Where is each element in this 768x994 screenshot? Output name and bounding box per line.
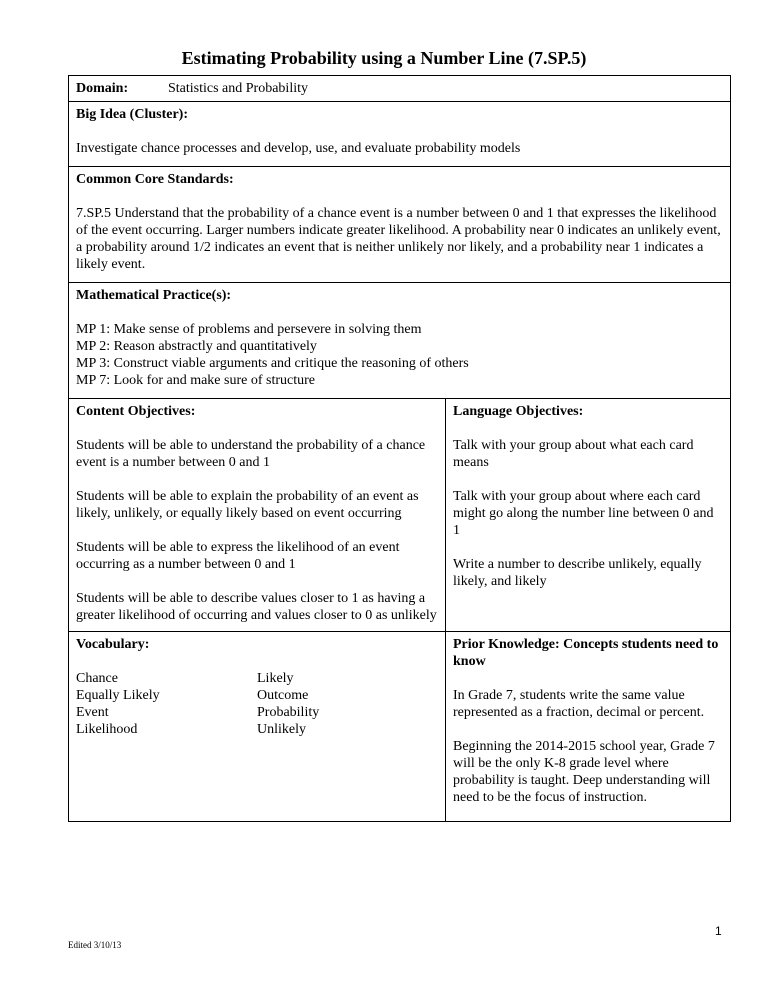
content-objective-item: Students will be able to understand the probability of a chance event is a number between 0 and 1 [76, 438, 426, 470]
practice-item: MP 3: Construct viable arguments and critique the reasoning of others [76, 356, 469, 371]
vocabulary-heading: Vocabulary: [76, 637, 150, 652]
content-objective-item: Students will be able to explain the probability of an event as likely, unlikely, or equally likely based on event occurring [76, 489, 419, 521]
vocabulary-column-2 [257, 670, 438, 738]
page-number: 1 [715, 924, 722, 938]
vocabulary-term: Likelihood [76, 722, 138, 737]
big-idea-row [69, 102, 731, 167]
big-idea-text: Investigate chance processes and develop, use, and evaluate probability models [76, 141, 521, 156]
domain-row [69, 76, 731, 102]
domain-value: Statistics and Probability [168, 81, 308, 96]
practices-heading: Mathematical Practice(s): [76, 288, 232, 303]
language-objectives-heading: Language Objectives: [453, 404, 584, 419]
vocabulary-term: Event [76, 705, 109, 720]
vocabulary-term: Likely [257, 671, 294, 686]
vocabulary-row [69, 632, 731, 822]
practices-list [76, 321, 723, 389]
content-objective-item: Students will be able to describe values closer to 1 as having a greater likelihood of occurring and values closer to 0 as unlikely [76, 591, 437, 623]
language-objective-item: Write a number to describe unlikely, equally likely, and likely [453, 557, 702, 589]
domain-label: Domain: [76, 81, 129, 96]
practice-item: MP 1: Make sense of problems and persevere in solving them [76, 322, 422, 337]
vocabulary-term: Probability [257, 705, 320, 720]
objectives-row [69, 399, 731, 632]
edited-date: Edited 3/10/13 [68, 940, 122, 950]
content-objectives-heading: Content Objectives: [76, 404, 196, 419]
prior-knowledge-item: In Grade 7, students write the same value represented as a fraction, decimal or percent. [453, 688, 705, 720]
vocabulary-term: Chance [76, 671, 118, 686]
practice-item: MP 7: Look for and make sure of structure [76, 373, 315, 388]
prior-knowledge-item: Beginning the 2014-2015 school year, Grade 7 will be the only K-8 grade level where probability is taught. Deep understanding will need to be the focus of instruction. [453, 739, 715, 805]
practices-row [69, 283, 731, 399]
content-objective-item: Students will be able to express the likelihood of an event occurring as a number between 0 and 1 [76, 540, 400, 572]
lesson-plan-table [68, 75, 731, 822]
standards-heading: Common Core Standards: [76, 172, 234, 187]
vocabulary-term: Unlikely [257, 722, 306, 737]
page-title: Estimating Probability using a Number Line (7.SP.5) [181, 48, 587, 68]
vocabulary-column-1 [76, 670, 257, 738]
vocabulary-term: Outcome [257, 688, 309, 703]
vocabulary-term: Equally Likely [76, 688, 160, 703]
vocabulary-list [76, 670, 438, 738]
language-objective-item: Talk with your group about where each card might go along the number line between 0 and 1 [453, 489, 714, 538]
prior-knowledge-heading: Prior Knowledge: Concepts students need to know [453, 637, 719, 669]
standards-row [69, 167, 731, 283]
big-idea-heading: Big Idea (Cluster): [76, 107, 188, 122]
language-objective-item: Talk with your group about what each card means [453, 438, 694, 470]
standards-text: 7.SP.5 Understand that the probability of a chance event is a number between 0 and 1 that expresses the likelihood of the event occurring. Larger numbers indicate greater likelihood. A probability near 0 indicates an unlikely event, a probability around 1/2 indicates an event that is neither unlikely nor likely, and a probability near 1 indicates a likely event. [76, 206, 721, 272]
practice-item: MP 2: Reason abstractly and quantitatively [76, 339, 317, 354]
